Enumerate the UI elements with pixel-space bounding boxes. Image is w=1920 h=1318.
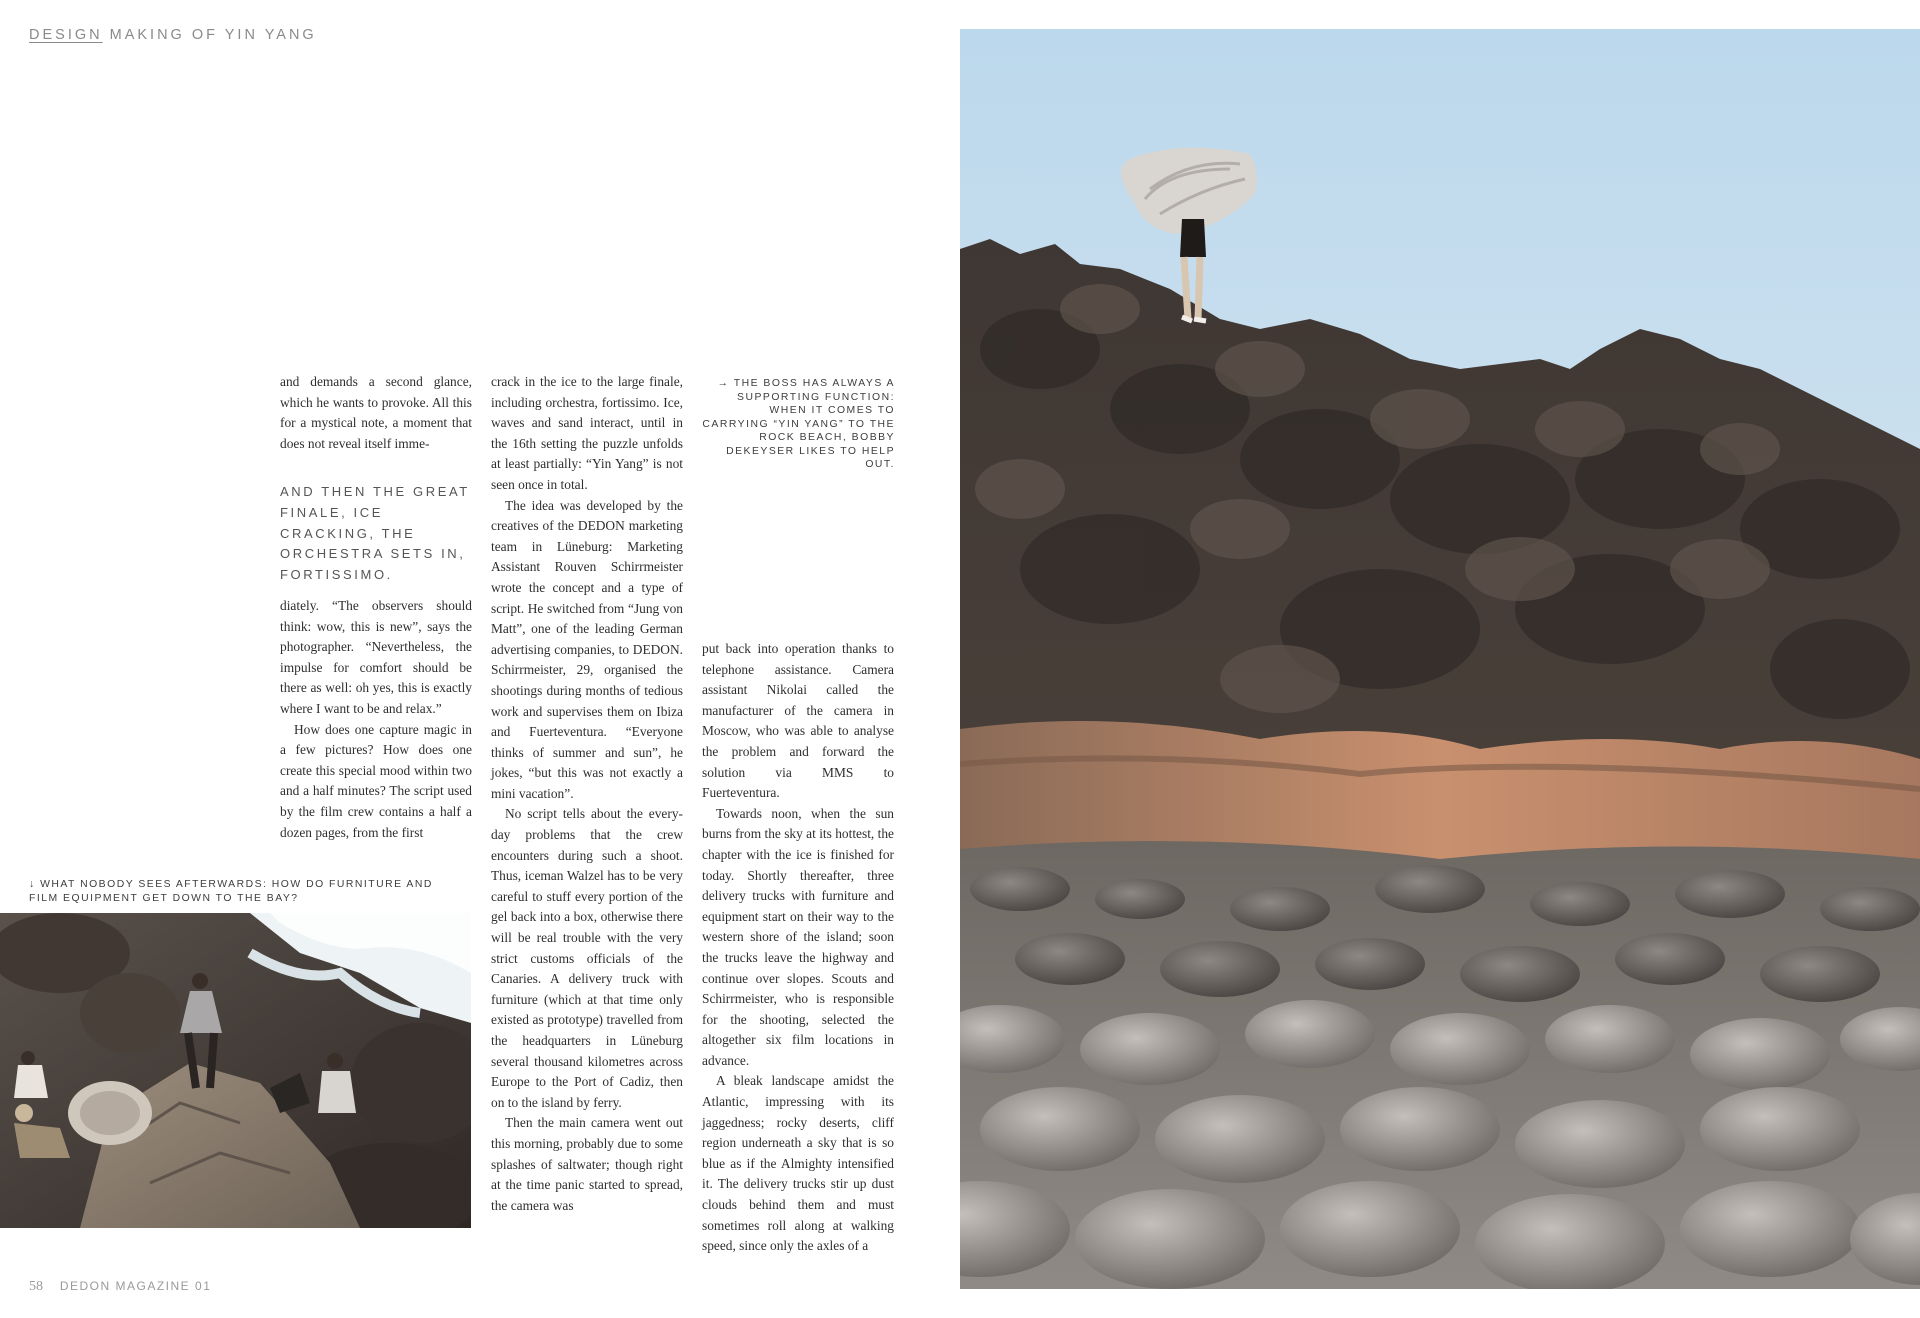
header-title: MAKING OF YIN YANG	[109, 27, 317, 43]
pull-quote: AND THEN THE GREAT FINALE, ICE CRACKING, THE ORCHESTRA SETS IN, FORTISSIMO.	[280, 484, 470, 583]
column-1-top	[280, 372, 472, 454]
col1-paragraph-1: diately. “The observers should think: wow, this is new”, says the photographer. “Nevertheless, the impulse for comfort should be there as well: oh yes, this is exactly where I want to be and relax.”	[280, 598, 472, 716]
running-header	[29, 27, 317, 43]
rock-beach-photo	[960, 29, 1920, 1289]
column-3	[702, 639, 894, 1257]
section-label: DESIGN	[29, 27, 103, 43]
page-number: 58	[29, 1279, 43, 1294]
crew-photo	[0, 913, 471, 1228]
caption-right: → THE BOSS HAS ALWAYS A SUPPORTING FUNCTION: WHEN IT COMES TO CARRYING “YIN YANG” TO THE ROCK BEACH, BOBBY DEKEYSER LIKES TO HELP OUT.	[702, 378, 895, 470]
col2-paragraph-2: The idea was developed by the creatives of the DEDON marketing team in Lüneburg: Marketing Assistant Rouven Schirrmeister wrote the concept and a type of script. He switched from “Jung von Matt”, one of the leading German advertising companies, to DEDON. Schirrmeister, 29, organised the shootings during months of tedious work and supervises them on Ibiza and Fuerteventura. “Everyone thinks of summer and sun”, he jokes, “but this was not exactly a mini vacation”.	[491, 497, 683, 801]
col2-paragraph-4: Then the main camera went out this morning, probably due to some splashes of saltwater; though right at the time panic started to spread, the camera was	[491, 1115, 683, 1213]
page-footer	[29, 1279, 211, 1295]
col3-paragraph-1: put back into operation thanks to telephone assistance. Camera assistant Nikolai called the manufacturer of the camera in Moscow, who was able to analyse the problem and forward the solution via MMS to Fuerteventura.	[702, 641, 894, 801]
col1-paragraph-top: and demands a second glance, which he wants to provoke. All this for a mystical note, a moment that does not reveal itself imme-	[280, 374, 472, 451]
col1-paragraph-2: How does one capture magic in a few pictures? How does one create this special mood within two and a half minutes? The script used by the film crew contains a half a dozen pages, from the first	[280, 721, 472, 840]
col2-paragraph-3: No script tells about the every-day problems that the crew encounters during such a shoot. Thus, iceman Walzel has to be very careful to stuff every portion of the gel back into a box, otherwise there will be real trouble with the very strict customs officials of the Canaries. A delivery truck with furniture (which at that time only existed as prototype) travelled from the headquarters in Lüneburg several thousand kilometres across Europe to the Port of Cadiz, then on to the island by ferry.	[491, 806, 683, 1110]
column-2	[491, 372, 683, 1216]
col3-paragraph-2: Towards noon, when the sun burns from the sky at its hottest, the chapter with the ice is finished for today. Shortly thereafter, three delivery trucks with furniture and equipment start on their way to the western shore of the island; soon the trucks leave the highway and continue over slopes. Scouts and Schirrmeister, who is responsible for the shooting, selected the altogether six film locations in advance.	[702, 805, 894, 1068]
caption-left: ↓ WHAT NOBODY SEES AFTERWARDS: HOW DO FURNITURE AND FILM EQUIPMENT GET DOWN TO THE BAY?	[29, 879, 433, 904]
column-1-bottom	[280, 596, 472, 843]
col2-paragraph-1: crack in the ice to the large finale, including orchestra, fortissimo. Ice, waves and sand interact, until in the 16th setting the puzzle unfolds at least partially: “Yin Yang” is not seen once in total.	[491, 374, 683, 492]
magazine-name: DEDON MAGAZINE 01	[59, 1279, 212, 1293]
col3-paragraph-3: A bleak landscape amidst the Atlantic, impressing with its jaggedness; rocky deserts, cliff region underneath a sky that is so blue as if the Almighty intensified it. The delivery trucks stir up dust clouds behind them and must sometimes roll along at walking speed, since only the axles of a	[702, 1073, 894, 1254]
